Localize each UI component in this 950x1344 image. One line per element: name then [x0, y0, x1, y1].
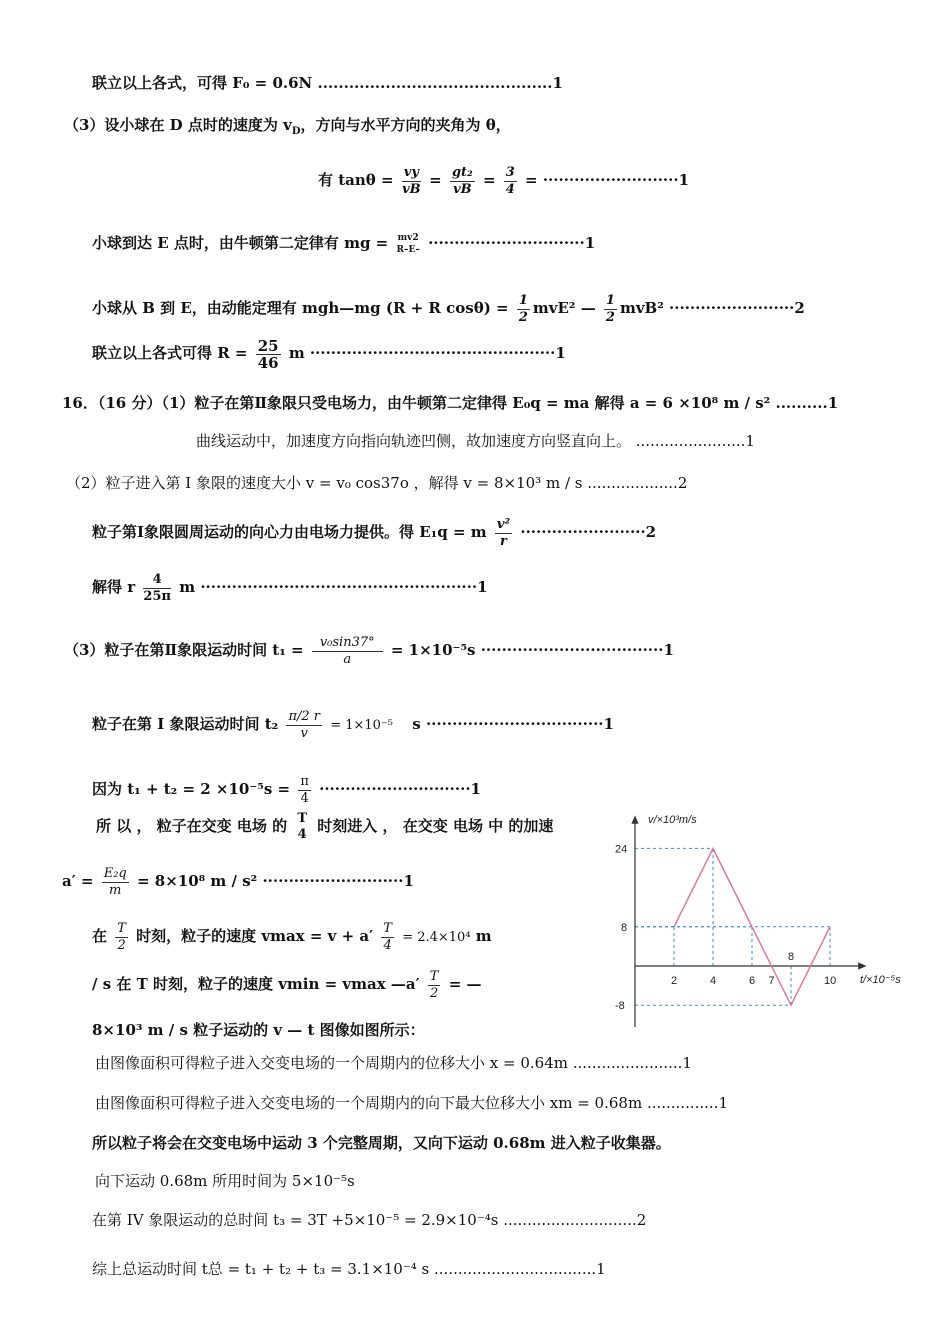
line-r-solution: 解得 r $\frac{4}{25\pi}$ m ·····················································1 — [92, 571, 488, 604]
line-radius: 联立以上各式可得 R = $\frac{25}{46}$ m ···············································1 — [92, 336, 566, 372]
line-newton-e: 小球到达 E 点时，由牛顿第二定律有 mg = mv2 R–E– ······························1 — [92, 233, 596, 255]
y-axis-label: v/×10³m/s — [648, 814, 697, 826]
x-tick-label: 10 — [824, 975, 837, 987]
line-a-prime: a′ = $\frac{\text{E₂q}}{m}$ = 8×10⁸ m / s² ···························1 — [62, 865, 414, 898]
line-q16-part1: 16．（16 分）（1）粒子在第Ⅱ象限只受电场力，由牛顿第二定律得 E₀q = ma 解得 a = 6 ×10⁸ m / s² ..........1 — [62, 394, 839, 412]
line-displacement: 由图像面积可得粒子进入交变电场的一个周期内的位移大小 x = 0.64m .......................1 — [95, 1054, 692, 1072]
x-axis-label: t/×10⁻⁵s — [860, 974, 901, 986]
x-tick-label: 4 — [710, 975, 717, 987]
x-tick-label: 7 — [768, 975, 775, 987]
line-tan: 有 tanθ = $\frac{vy}{vB}$ = $\frac{\text{gt₂}}{vB}$ = $\frac{3}{4}$ = ··························1 — [318, 164, 690, 197]
line-part3-intro: （3）设小球在 D 点时的速度为 $v_D$，方向与水平方向的夹角为 θ， — [64, 116, 511, 137]
line-acc-direction: 曲线运动中，加速度方向指向轨迹凹侧，故加速度方向竖直向上。 .......................1 — [196, 432, 755, 450]
line-t2: 粒子在第 I 象限运动时间 t₂ $\frac{\pi/2 r}{v}$ = 1×10⁻⁵ s ··································1 — [92, 708, 614, 741]
line-centripetal: 粒子第Ⅰ象限圆周运动的向心力由电场力提供。得 E₁q = m $\frac{\text{v²}}{r}$ ························2 — [92, 516, 657, 549]
x-tick-label: 6 — [749, 975, 756, 987]
line-f0: 联立以上各式，可得 F₀ = 0.6N .............................................1 — [92, 74, 563, 92]
line-vmax: 在 $\frac{T}{2}$ 时刻，粒子的速度 vmax = v + a′ $\frac{T}{4}$ = 2.4×10⁴ m — [92, 920, 492, 953]
line-down-time: 向下运动 0.68m 所用时间为 5×10⁻⁵s — [95, 1172, 355, 1190]
line-t3: 在第 IV 象限运动的总时间 t₃ = 3T +5×10⁻⁵ = 2.9×10⁻⁴s ............................2 — [92, 1211, 647, 1229]
y-tick-label: -8 — [615, 1000, 625, 1013]
line-three-periods: 所以粒子将会在交变电场中运动 3 个完整周期，又向下运动 0.68m 进入粒子收集器。 — [92, 1134, 671, 1152]
line-energy: 小球从 B 到 E，由动能定理有 mgh—mg (R + R cosθ) = $\frac{1}{2}$ mvE² — $\frac{1}{2}$ mvB² ························2 — [92, 292, 805, 325]
line-vmin: / s 在 T 时刻，粒子的速度 vmin = vmax —a′ $\frac{T}{2}$ = — — [92, 968, 482, 1001]
y-tick-label: 24 — [615, 843, 628, 856]
line-max-down-displacement: 由图像面积可得粒子进入交变电场的一个周期内的向下最大位移大小 xm = 0.68m ...............1 — [95, 1094, 729, 1112]
line-t1-t2-sum: 因为 t₁ + t₂ = 2 ×10⁻⁵s = $\frac{\pi}{4}$ ·····························1 — [92, 773, 481, 806]
line-t1: （3）粒子在第Ⅱ象限运动时间 t₁ = $\frac{\text{v₀sin37°}}{a}$ = 1×10⁻⁵s ···································1 — [64, 634, 674, 667]
line-vt-graph-intro: 8×10³ m / s 粒子运动的 v — t 图像如图所示： — [92, 1021, 425, 1039]
line-enter-time: 所 以 ， 粒子在交变 电场 的 T 4 时刻进入 ， 在交变 电场 中 的加速 — [96, 811, 554, 842]
x-tick-label: 8 — [788, 951, 795, 963]
line-part2-speed: （2）粒子进入第 I 象限的速度大小 v = v₀ cos37o ，解得 v = 8×10³ m / s ...................2 — [66, 474, 688, 492]
y-tick-label: 8 — [621, 921, 628, 934]
line-total-time: 综上总运动时间 t总 = t₁ + t₂ + t₃ = 3.1×10⁻⁴ s ..................................1 — [92, 1260, 606, 1278]
vt-chart — [598, 805, 918, 1040]
x-tick-label: 2 — [671, 975, 678, 987]
